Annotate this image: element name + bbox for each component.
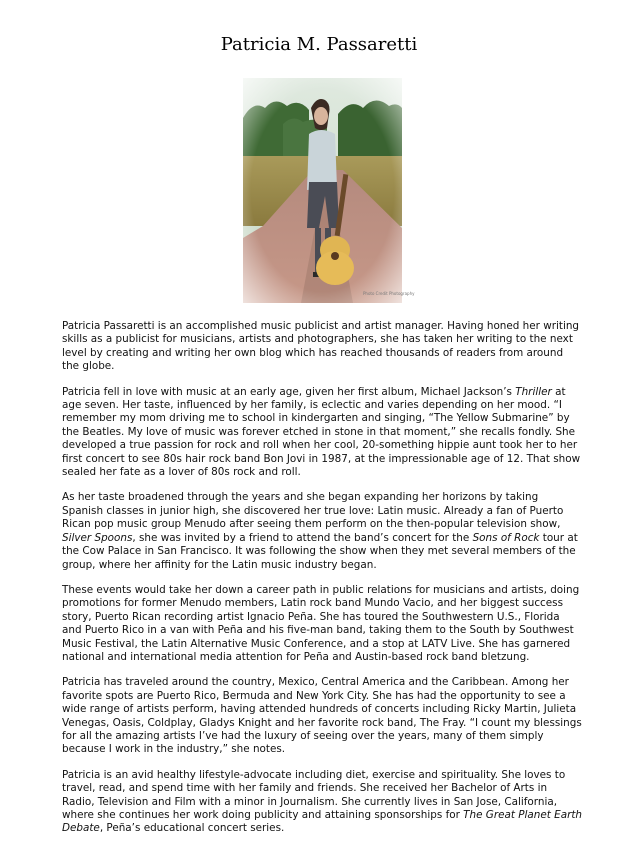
biography-paragraph bbox=[62, 584, 582, 664]
paragraph-text: Patricia is an avid healthy lifestyle-advocate including diet, exercise and spirituality. She loves to travel, read, and spend time with her family and friends. She received her Bachelor of Arts in Radio, Television and Film with a minor in Journalism. She currently lives in San Jose, California, where she continues her work doing publicity and attaining sponsorships for bbox=[62, 768, 566, 821]
italic-title-text: Sons of Rock bbox=[472, 531, 540, 544]
italic-title-text: Thriller bbox=[515, 385, 552, 398]
biography-paragraph bbox=[62, 491, 582, 571]
paragraph-text: These events would take her down a career path in public relations for musicians and artists, doing promotions for former Menudo members, Latin rock band Mundo Vacio, and her biggest success story, Puerto Rican recording artist Ignacio Peña. She has toured the Southwestern U.S., Florida and Puerto Rico in a van with Peña and his five-man band, taking them to the South by Southwest Music Festival, the Latin Alternative Music Conference, and a stop at LATV Live. She has garnered national and international media attention for Peña and Austin-based rock band bletzung. bbox=[62, 583, 580, 663]
italic-title-text: The Great Planet Earth Debate bbox=[62, 809, 582, 835]
paragraph-text: , Peña’s educational concert series. bbox=[99, 822, 285, 835]
photo-credit: Photo Credit Photography bbox=[363, 291, 415, 296]
page-title: Patricia M. Passaretti bbox=[220, 34, 418, 55]
italic-title-text: Silver Spoons bbox=[62, 531, 133, 544]
paragraph-text: at age seven. Her taste, influenced by her family, is eclectic and varies depending on her mood. “I remember my mom driving me to school in kindergarten and singing, “The Yellow Submarine” by the Beatles. My love of music was forever etched in stone in that moment,” she recalls fondly. She developed a true passion for rock and roll when her cool, 20-something hippie aunt took her to her first concert to see 80s hair rock band Bon Jovi in 1987, at the impressionable age of 12. That show sealed her fate as a lover of 80s rock and roll. bbox=[62, 385, 581, 479]
biography-paragraph bbox=[62, 386, 582, 480]
portrait-photo bbox=[243, 78, 415, 303]
paragraph-text: Patricia fell in love with music at an early age, given her first album, Michael Jackson’s bbox=[62, 385, 516, 398]
paragraph-text: Patricia has traveled around the country, Mexico, Central America and the Caribbean. Among her favorite spots are Puerto Rico, Bermuda and New York City. She has had the opportunity to see a wide range of artists perform, having attended hundreds of concerts including Ricky Martin, Julieta Venegas, Oasis, Coldplay, Gladys Knight and her favorite rock band, The Fray. “I count my blessings for all the amazing artists I’ve had the luxury of seeing over the years, many of them simply because I work in the industry,” she notes. bbox=[62, 676, 582, 756]
biography-paragraph bbox=[62, 320, 582, 374]
paragraph-text: As her taste broadened through the years and she began expanding her horizons by taking Spanish classes in junior high, she discovered her true love: Latin music. Already a fan of Puerto Rican pop music group Menudo after seeing them perform on the then-popular television show, bbox=[62, 491, 564, 531]
biography-paragraph bbox=[62, 769, 582, 836]
biography-text bbox=[62, 320, 582, 848]
biography-paragraph bbox=[62, 676, 582, 756]
paragraph-text: Patricia Passaretti is an accomplished music publicist and artist manager. Having honed her writing skills as a publicist for musicians, artists and photographers, she has taken her writing to the next level by creating and writing her own blog which has reached thousands of readers from around the globe. bbox=[62, 320, 580, 373]
paragraph-text: , she was invited by a friend to attend the band’s concert for the bbox=[132, 531, 473, 544]
paragraph-text: tour at the Cow Palace in San Francisco. It was following the show when they met several members of the group, where her affinity for the Latin music industry began. bbox=[62, 531, 578, 571]
